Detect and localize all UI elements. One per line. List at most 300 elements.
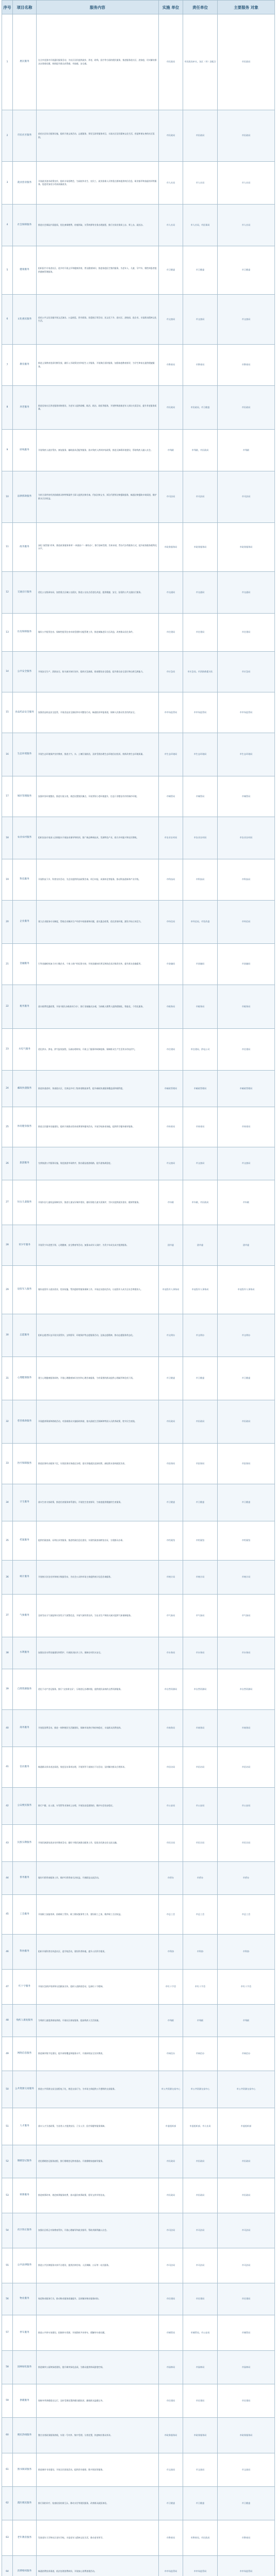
project-name: 供暖服务 [13,2384,37,2418]
service-target: 市经信局 [218,901,275,944]
service-target: 市住建局 [218,2283,275,2315]
row-number: 61 [2,2453,13,2487]
service-target: 市商务局 [218,1710,275,1747]
service-target: 市文旅局 [218,1147,275,1180]
implementing-unit: 市文旅局 [159,2453,183,2487]
table-row [2,901,275,944]
service-target: 市体育局 [218,1107,275,1147]
responsible-unit: 市市场监管局 [183,2556,218,2576]
service-target: 市卫健委 [218,1357,275,1400]
responsible-unit: 市卫健委 [183,1484,218,1521]
table-row [2,944,275,985]
responsible-unit: 市科协 [183,1935,218,1970]
row-number: 19 [2,859,13,901]
implementing-unit: 市民政局 [159,2178,183,2213]
implementing-unit: 市卫健委 [159,2487,183,2520]
service-content: 做好归侨侨眷服务工作，维护归侨侨眷合法权益，开展联谊交流活动。 [37,1862,159,1895]
implementing-unit: 市税务局 [159,985,183,1029]
table-row [2,2213,275,2248]
service-target: 市文旅局 [218,295,275,345]
project-name: 金融服务 [13,944,37,985]
table-row [2,692,275,733]
service-target: 市民政局 [218,110,275,162]
service-content: 开展科技下乡、科普宣传活动，为企业提供科技政策咨询、项目申报、成果转化等服务，推动科技创新和产业升级。 [37,859,159,901]
row-number: 29 [2,1266,13,1314]
service-content: 及时发布天气预报和灾害性天气预警信息，开展气象科普宣传，为农业生产和防灾减灾提供气象保障服务。 [37,1595,159,1637]
project-name: 民族宗教服务 [13,1825,37,1862]
row-number: 25 [2,1107,13,1147]
table-row [2,1637,275,1669]
table-row [2,2145,275,2178]
service-target: 市统计局 [218,1561,275,1595]
implementing-unit: 市政务服务局 [159,523,183,572]
implementing-unit: 市城管局 [159,776,183,817]
implementing-unit: 市文明办 [159,1314,183,1357]
row-number: 60 [2,2418,13,2453]
table-row [2,1825,275,1862]
service-content: 推行预约诊疗、检查检验结果互认、移动支付等便民服务，改善群众就医体验。 [37,2487,159,2520]
service-target: 市残联 [218,430,275,471]
responsible-unit: 市司法局 [183,471,218,523]
table-row [2,1788,275,1825]
implementing-unit: 市自然资源局 [159,1669,183,1710]
row-number: 26 [2,1147,13,1180]
responsible-unit: 市文旅局 [183,1147,218,1180]
service-content: 优化供水、供电、供气报装流程，压减办理时间，开展上门服务和故障抢修，保障群众生产生活用水用电用气。 [37,1029,159,1071]
responsible-unit: 市农业农村局 [183,817,218,859]
table-row [2,817,275,859]
row-number: 53 [2,2178,13,2213]
implementing-unit: 市交通局 [159,572,183,614]
responsible-unit: 市税务局 [183,985,218,1029]
project-name: 旅游服务 [13,1147,37,1180]
project-name: 科技服务 [13,859,37,901]
service-content: 落实人才引进政策，为各类人才提供安居、子女入学、医疗保健等服务保障。 [37,2108,159,2145]
implementing-unit: 市残联 [159,430,183,471]
implementing-unit: 市民政局 [159,14,183,110]
responsible-unit: 市人社局，市医保局 [183,205,218,246]
service-content: 规范物业服务行为，推动物业服务质量提升，及时解决物业服务纠纷。 [37,2283,159,2315]
table-row [2,2248,275,2283]
service-content: 为残疾儿童提供康复救助，开展社区康复服务，提高残疾人生活质量。 [37,2005,159,2037]
row-number: 2 [2,110,13,162]
responsible-unit: 市经信局，市发改委 [183,901,218,944]
implementing-unit: 市公共资源交易中心 [159,2071,183,2108]
row-number: 9 [2,430,13,471]
implementing-unit: 市科技局 [159,859,183,901]
responsible-unit: 市公共资源交易中心 [183,2071,218,2108]
implementing-unit: 市城管局 [159,2315,183,2351]
project-name: 残疾人康复服务 [13,2005,37,2037]
row-number: 23 [2,1029,13,1071]
service-content: 建立心理健康服务网络，开展心理健康知识宣传和心理咨询服务，为有需要的群众提供心理疏导和危机干预。 [37,1357,159,1400]
service-target: 市住建局 [218,2384,275,2418]
row-number: 45 [2,1895,13,1935]
service-target: 市卫健委 [218,2487,275,2520]
table-row [2,2037,275,2071]
service-content: 推进全民健身设施建设，组织开展群众性体育赛事和健身活动，开放学校体育场地，提供科学健身指导服务。 [37,1107,159,1147]
service-content: 推进公共资源交易全流程电子化，规范交易行为，为市场主体提供公开透明的交易服务。 [37,2071,159,2108]
service-content: 畅通消费投诉渠道，依法处理消费纠纷，开展放心消费创建活动。 [37,2556,159,2576]
service-content: 落实生育支持政策，推进托育服务体系建设，开展优生优育指导，为家庭提供便捷的生育服务。 [37,1484,159,1521]
responsible-unit: 市卫健委 [183,246,218,295]
table-row [2,205,275,246]
project-name: 生态环境服务 [13,733,37,776]
responsible-unit: 市残联，市民政局 [183,430,218,471]
service-target: 市公共资源交易中心 [218,2071,275,2108]
implementing-unit: 市民政局 [159,2145,183,2178]
project-name: 就医便民服务 [13,2487,37,2520]
table-row [2,246,275,295]
col-header-name: 项目名称 [13,1,37,14]
responsible-unit: 市委组织部，市人社局 [183,2108,218,2145]
row-number: 18 [2,817,13,859]
row-number: 28 [2,1225,13,1266]
implementing-unit: 市文旅局 [159,295,183,345]
row-number: 4 [2,205,13,246]
service-content: 推进城市公园和绿道建设，提升城市绿化品质，为群众提供休闲游憩空间。 [37,2351,159,2384]
responsible-unit: 市金融局 [183,944,218,985]
service-target: 市红十字会 [218,1970,275,2005]
service-content: 开展就业创业政策宣传，组织专场招聘会，为高校毕业生、农民工、就业困难人员等重点群体提供岗位信息、职业指导和技能培训等服务，促进更加充分更高质量就业。 [37,162,159,205]
service-content: 组织医疗专家进社区、进乡村开展义诊和健康讲座，普及健康知识，推进家庭医生签约服务，为老年人、儿童、孕产妇、慢性病患者提供健康管理服务。 [37,246,159,295]
row-number: 31 [2,1357,13,1400]
service-content: 为符合条件的经济困难群众和特殊案件当事人提供法律咨询、代拟法律文书、诉讼代理等法律援助服务，畅通法律援助申请渠道，维护群众合法权益。 [37,471,159,523]
responsible-unit: 市司法局 [183,2213,218,2248]
row-number: 20 [2,901,13,944]
implementing-unit: 市网信办 [159,2037,183,2071]
project-name: 公共法律服务 [13,2248,37,2283]
responsible-unit: 市气象局 [183,1595,218,1637]
implementing-unit: 市民政局 [159,386,183,430]
service-target: 市政务服务局 [218,2418,275,2453]
table-row [2,1561,275,1595]
implementing-unit: 市住建局 [159,2283,183,2315]
implementing-unit: 市政务服务局 [159,2418,183,2453]
implementing-unit: 市卫健委 [159,1484,183,1521]
service-content: 开展职工技能培训、困难职工帮扶、职工维权服务等工作，建设职工之家，维护职工合法权益。 [37,1895,159,1935]
table-row [2,2108,275,2145]
service-content: 提供档案查阅、证明出具等服务，推进档案信息化建设，实现档案查询跨馆出证，方便群众办事。 [37,1521,159,1561]
service-content: 开展促消费活动，推进一刻钟便民生活圈建设，保障市场供应和价格稳定，丰富群众消费选择。 [37,1710,159,1747]
implementing-unit: 市统计局 [159,1561,183,1595]
service-content: 优化婚姻登记服务流程，推行婚姻登记跨省通办，开展婚姻家庭辅导服务。 [37,2145,159,2178]
service-content: 开展慈善募捐和救助活动，对困难群众实施临时救助，落实最低生活保障和特困人员供养政策，兜牢民生底线。 [37,1400,159,1444]
table-row [2,1357,275,1400]
implementing-unit: 市司法局 [159,2213,183,2248]
service-target: 市卫健委 [218,246,275,295]
responsible-unit: 市文旅局 [183,2453,218,2487]
service-content: 推进城市数字化建设，提升网络覆盖和服务水平，开展网络安全宣传教育。 [37,2037,159,2071]
row-number: 64 [2,2556,13,2576]
row-number: 22 [2,985,13,1029]
table-row [2,1521,275,1561]
responsible-unit: 市住建局 [183,614,218,652]
table-row [2,1400,275,1444]
responsible-unit: 市文旅局 [183,295,218,345]
project-name: 公安便民服务 [13,1788,37,1825]
project-name: 交通出行服务 [13,572,37,614]
table-row [2,1747,275,1788]
service-table [2,0,275,2576]
row-number: 13 [2,614,13,652]
responsible-unit: 市政务服务局 [183,2418,218,2453]
table-row [2,110,275,162]
project-name: 食品药品安全服务 [13,692,37,733]
service-content: 组织开展科普宣传进社区、进学校活动，建设科普阵地，提升公民科学素质。 [37,1935,159,1970]
row-number: 48 [2,2005,13,2037]
service-target: 市市场监管局 [218,692,275,733]
service-content: 保障冬季供暖稳定运行，及时受理处置供暖问题投诉，确保群众温暖过冬。 [37,2384,159,2418]
row-number: 52 [2,2145,13,2178]
implementing-unit: 市卫健委 [159,1357,183,1400]
service-target: 市园林局 [218,2351,275,2384]
row-number: 63 [2,2520,13,2556]
project-name: 物业服务 [13,2283,37,2315]
service-content: 推进城市书房建设，开展全民阅读活动，提供图书借阅、数字阅读等服务。 [37,2453,159,2487]
row-number: 36 [2,1561,13,1595]
table-row [2,1895,275,1935]
implementing-unit: 市经信局 [159,901,183,944]
project-name: 教育服务 [13,345,37,386]
project-name: 婚姻登记服务 [13,2145,37,2178]
service-target: 市文旅局 [218,2453,275,2487]
service-content: 开展应急救护培训和无偿献血宣传，组织人道救助活动，弘扬红十字精神。 [37,1970,159,2005]
service-target: 市科技局 [218,859,275,901]
implementing-unit: 市住建局 [159,614,183,652]
implementing-unit: 市体育局 [159,1107,183,1147]
table-row [2,295,275,345]
responsible-unit: 市红十字会 [183,1970,218,2005]
implementing-unit: 市司法局 [159,2248,183,2283]
responsible-unit: 市邮政管理局 [183,1071,218,1107]
table-body [2,14,275,2576]
row-number: 51 [2,2108,13,2145]
row-number: 33 [2,1444,13,1484]
implementing-unit: 市市场监管局 [159,2556,183,2576]
row-number: 49 [2,2037,13,2071]
project-name: 慈善救助服务 [13,1400,37,1444]
table-row [2,345,275,386]
service-content: 深化“放管服”改革，推进政务服务事项“一网通办”“一窗综办”，推行容缺受理、告知承诺、帮办代办等服务方式，提升政务服务便利化水平。 [37,523,159,572]
implementing-unit: 市档案馆 [159,1521,183,1561]
project-name: 公共资源交易服务 [13,2071,37,2108]
project-name: 住房保障服务 [13,614,37,652]
project-name: 公共安全服务 [13,652,37,692]
responsible-unit: 市公安局 [183,1788,218,1825]
service-target: 市科协 [218,1935,275,1970]
service-content: 推进快递进村、快递进社区，完善县乡村三级寄递物流体系，提升邮政快递服务覆盖面和便利度。 [37,1071,159,1107]
implementing-unit: 市人社局 [159,205,183,246]
row-number: 15 [2,692,13,733]
project-name: 图书阅读服务 [13,2453,37,2487]
responsible-unit: 市教育局，市民政局 [183,2520,218,2556]
responsible-unit: 市民政局，市卫健委 [183,386,218,430]
service-target: 市水务局 [218,1637,275,1669]
row-number: 14 [2,652,13,692]
implementing-unit: 市残联 [159,2005,183,2037]
responsible-unit: 市民政局 [183,1400,218,1444]
responsible-unit: 市应急局，市消防救援支队 [183,652,218,692]
responsible-unit: 市卫健委 [183,1357,218,1400]
project-name: 养老服务 [13,386,37,430]
service-content: 推进义务教育优质均衡发展，做好入学政策宣传和招生入学服务，开展课后延时服务，加强家庭教育指导，为学生和家长提供便捷服务。 [37,345,159,386]
project-name: 法律援助服务 [13,471,37,523]
col-header-no: 序号 [2,1,13,14]
service-content: 推进居家社区养老服务网络建设，为老年人提供助餐、助浴、助洁、助医等服务，开展特殊困难老年人探访关爱活动，提升养老服务质量。 [37,386,159,430]
service-target: 市气象局 [218,1595,275,1637]
responsible-unit: 市民政局 [183,2178,218,2213]
service-content: 优化不动产登记服务，推行“交房即交证”，压缩登记办理时限，提供便民高效的自然资源服务。 [37,1669,159,1710]
responsible-unit: 市住建局，供电公司 [183,1029,218,1071]
service-target: 市民政局 [218,14,275,110]
service-target: 市妇联 [218,1180,275,1225]
project-name: 档案服务 [13,1521,37,1561]
responsible-unit: 团市委 [183,1225,218,1266]
table-row [2,1669,275,1710]
table-row [2,1071,275,1107]
implementing-unit: 市司法局 [159,471,183,523]
project-name: 科协服务 [13,1935,37,1970]
row-number: 27 [2,1180,13,1225]
project-name: 退役军人服务 [13,1266,37,1314]
service-content: 开展民族团结进步宣传教育活动，做好少数民族群众服务工作，促进各民族交往交流交融。 [37,1825,159,1862]
project-name: 市民社区服务 [13,110,37,162]
service-content: 开展青少年思想引领、心理健康、安全教育等活动，加强未成年人保护，为青少年成长成才提供服务。 [37,1225,159,1266]
service-target: 市网信办 [218,2037,275,2071]
implementing-unit: 市应急局 [159,652,183,692]
project-name: 停车服务 [13,2315,37,2351]
service-content: 完善旅游公共服务设施，规范旅游市场秩序，推出精品旅游线路，提升游客满意度。 [37,1147,159,1180]
service-content: 加强社区矫正对象教育帮扶，开展心理辅导和就业指导，帮助其顺利融入社会。 [37,2213,159,2248]
service-target: 市民政局 [218,386,275,430]
table-row [2,2556,275,2576]
responsible-unit: 市信访局 [183,1747,218,1788]
service-content: 加强食品药品安全监管，开展食品安全抽检和专项整治行动，畅通投诉举报渠道，保障人民群众饮食用药安全。 [37,692,159,733]
table-row [2,523,275,572]
service-target: 市教育局 [218,2520,275,2556]
service-content: 开展安全生产、消防安全、防灾减灾知识宣传，组织应急演练，排查整治安全隐患，提升群众安全意识和自救互救能力。 [37,652,159,692]
table-row [2,1970,275,2005]
row-number: 55 [2,2248,13,2283]
implementing-unit: 市妇联 [159,1180,183,1225]
row-number: 46 [2,1935,13,1970]
row-number: 59 [2,2384,13,2418]
service-content: 做好退役军人就业创业、优待抚恤、帮扶援助等服务保障工作，开展走访慰问活动，让退役军人成为全社会尊重的人。 [37,1266,159,1314]
service-target: 市生态环境局 [218,733,275,776]
implementing-unit: 市教育局 [159,2520,183,2556]
responsible-unit: 市城管局 [183,776,218,817]
service-target: 市自然资源局 [218,1669,275,1710]
row-number: 38 [2,1637,13,1669]
service-target: 市文明办 [218,1314,275,1357]
table-row [2,2418,275,2453]
responsible-unit: 市民政局 [183,2145,218,2178]
implementing-unit: 市农业农村局 [159,817,183,859]
service-target: 团市委 [218,1225,275,1266]
table-row [2,162,275,205]
service-content: 在全市范围内开展惠民服务活动，为社区居民提供就业、养老、助残、医疗等方面的便民服务，推进服务进社区、进家庭，切实解决群众办事难问题，持续提升群众获得感、幸福感、安全感。 [37,14,159,110]
implementing-unit: 市医保局 [159,1444,183,1484]
service-target: 市人社局 [218,205,275,246]
service-content: 开展妇女儿童权益保障宣传，推进儿童友好城市建设，做好困境儿童关爱保护，为妇女提供就业创业、健康等服务。 [37,1180,159,1225]
responsible-unit: 市统计局 [183,1561,218,1595]
row-number: 43 [2,1825,13,1862]
table-row [2,2315,275,2351]
service-content: 建立企业服务专员制度，帮助企业解决生产经营中的困难和问题，落实惠企政策，优化营商环境，激发市场主体活力。 [37,901,159,944]
implementing-unit: 市红十字会 [159,1970,183,2005]
service-content: 推行户籍、出入境、车驾管等业务网上办理，开展治安巡逻防控，维护社会治安稳定。 [37,1788,159,1825]
project-name: 统计服务 [13,1561,37,1595]
row-number: 5 [2,246,13,295]
project-name: 助残服务 [13,430,37,471]
table-row [2,1147,275,1180]
responsible-unit: 市住建局 [183,2283,218,2315]
implementing-unit: 市民宗局 [159,1825,183,1862]
table-row [2,2351,275,2384]
responsible-unit: 市政务服务局 [183,523,218,572]
responsible-unit: 市退役军人事务局 [183,1266,218,1314]
implementing-unit: 市民政局 [159,110,183,162]
table-row [2,386,275,430]
project-name: 城市管理服务 [13,776,37,817]
project-name: 政务服务 [13,523,37,572]
project-name: 医疗保障服务 [13,1444,37,1484]
project-name: 信访服务 [13,1747,37,1788]
service-content: 组织农技专家深入田间地头开展技术指导和培训，推广新品种新技术，发展特色产业，助力乡村振兴和农民增收。 [37,817,159,859]
row-number: 54 [2,2213,13,2248]
project-name: 水电气服务 [13,1029,37,1071]
service-content: 推进公共停车场建设，挖掘停车资源，开展错时共享停车，缓解停车难问题。 [37,2315,159,2351]
table-row [2,2071,275,2108]
implementing-unit: 市商务局 [159,1710,183,1747]
project-name: 气象服务 [13,1595,37,1637]
responsible-unit: 市民政局 [183,110,218,162]
project-name: 红十字服务 [13,1970,37,2005]
project-name: 老年教育服务 [13,2520,37,2556]
project-name: 农业农村服务 [13,817,37,859]
responsible-unit: 市民宗局 [183,1825,218,1862]
implementing-unit: 市市场监管局 [159,692,183,733]
project-name: 妇女儿童服务 [13,1180,37,1225]
row-number: 42 [2,1788,13,1825]
service-content: 依托公共文化设施开展文艺演出、公益展览、图书阅读、非遗展示等活动，送文化下乡、进社区、进校园、进企业，丰富群众精神文化生活。 [37,295,159,345]
table-row [2,2487,275,2520]
col-header-unit: 实施 单位 [159,1,183,14]
service-content: 组织志愿者队伍开展关爱帮扶、文明倡导、环境保护等志愿服务活动，弘扬志愿精神，推动志愿服务常态化。 [37,1314,159,1357]
implementing-unit: 市侨办 [159,1862,183,1895]
responsible-unit: 市自然资源局 [183,1669,218,1710]
service-content: 推进公共法律服务实体平台建设，提供法律咨询、人民调解、公证等一站式服务。 [37,2248,159,2283]
responsible-unit: 市住建局 [183,2384,218,2418]
implementing-unit: 市气象局 [159,1595,183,1637]
row-number: 24 [2,1071,13,1107]
service-content: 加强农田水利设施建设和管护，开展防汛抗旱工作，保障农村饮水安全。 [37,1637,159,1669]
project-name: 文化惠民服务 [13,295,37,345]
service-content: 做好公共租赁住房、保障性租赁住房申请受理和分配管理工作，推进城镇老旧小区改造，改善群众居住条件。 [37,614,159,652]
responsible-unit: 市医保局 [183,1444,218,1484]
implementing-unit: 市退役军人事务局 [159,1266,183,1314]
table-row [2,1180,275,1225]
implementing-unit: 市教育局 [159,345,183,386]
project-name: 园林绿化服务 [13,2351,37,2384]
project-name: 体育健身服务 [13,1107,37,1147]
row-number: 17 [2,776,13,817]
service-target: 市民政局 [218,1400,275,1444]
project-name: 消费维权服务 [13,2556,37,2576]
row-number: 3 [2,162,13,205]
service-target: 市公安局 [218,1788,275,1825]
